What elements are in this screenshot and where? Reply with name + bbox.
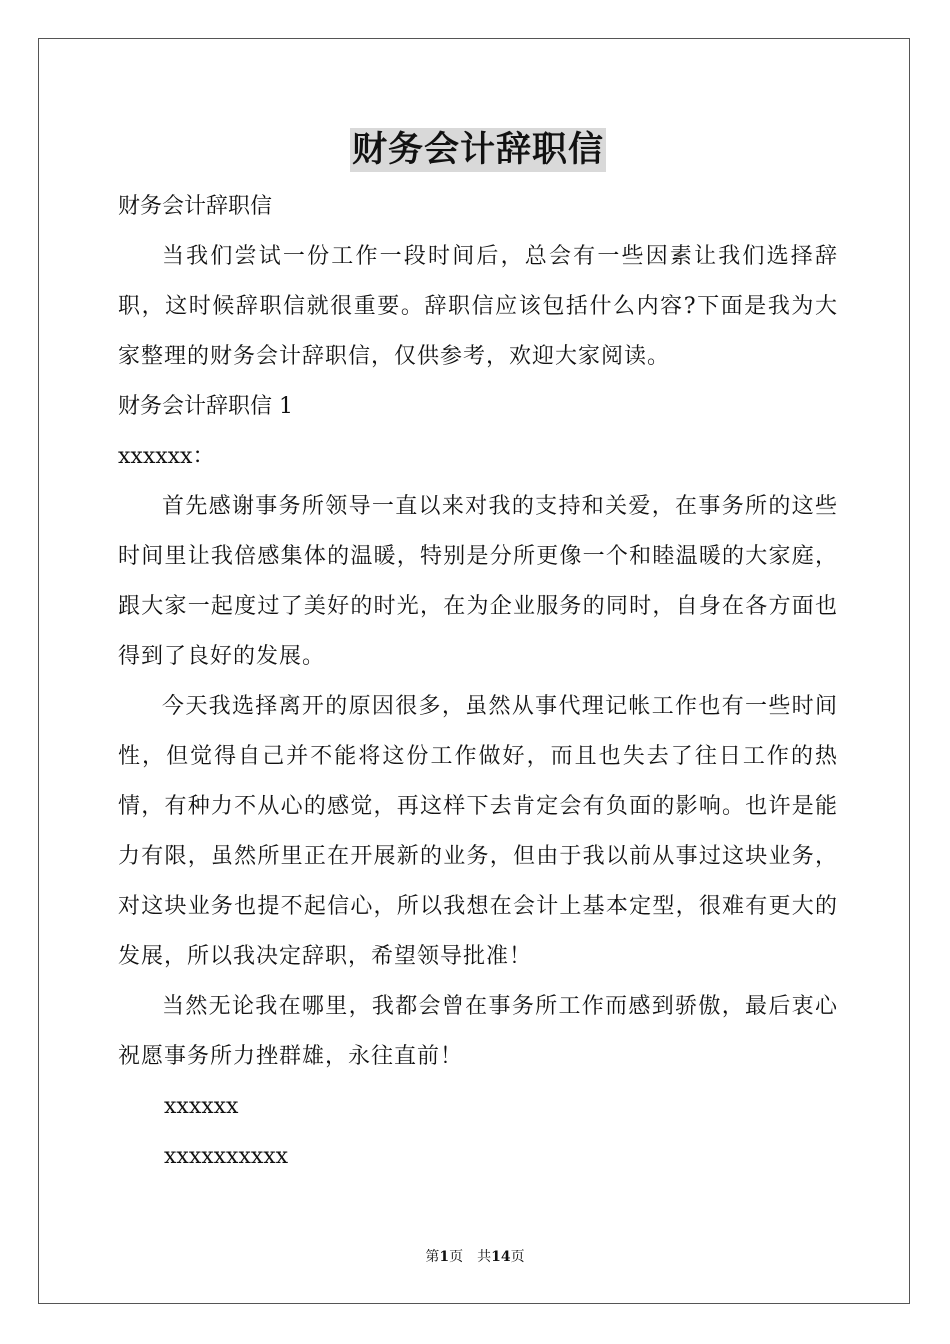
document-body <box>118 128 838 1182</box>
salutation: xxxxxx： <box>118 444 215 469</box>
page-title: 财务会计辞职信 <box>351 129 604 170</box>
footer-suffix: 页 <box>510 1249 525 1265</box>
body-paragraph-3: 当然无论我在哪里，我都会曾在事务所工作而感到骄傲，最后衷心祝愿事务所力挫群雄，永往直前！ <box>118 994 838 1069</box>
current-page-number: 1 <box>439 1249 450 1265</box>
signature: xxxxxx <box>164 1094 239 1119</box>
total-pages: 14 <box>491 1249 511 1265</box>
page-footer <box>0 1248 950 1266</box>
title-wrap <box>118 128 838 172</box>
footer-prefix: 第 <box>425 1249 440 1265</box>
footer-mid: 页 共 <box>449 1249 492 1265</box>
date: xxxxxxxxxx <box>164 1144 289 1169</box>
body-paragraph-1: 首先感谢事务所领导一直以来对我的支持和关爱，在事务所的这些时间里让我倍感集体的温暖，特别是分所更像一个和睦温暖的大家庭，跟大家一起度过了美好的时光，在为企业服务的同时，自身在各方面也得到了良好的发展。 <box>118 494 838 669</box>
intro-paragraph: 当我们尝试一份工作一段时间后，总会有一些因素让我们选择辞职，这时候辞职信就很重要。辞职信应该包括什么内容?下面是我为大家整理的财务会计辞职信，仅供参考，欢迎大家阅读。 <box>118 244 838 369</box>
body-paragraph-2: 今天我选择离开的原因很多，虽然从事代理记帐工作也有一些时间性，但觉得自己并不能将这份工作做好，而且也失去了往日工作的热情，有种力不从心的感觉，再这样下去肯定会有负面的影响。也许是能力有限，虽然所里正在开展新的业务，但由于我以前从事过这块业务，对这块业务也提不起信心，所以我想在会计上基本定型，很难有更大的发展，所以我决定辞职，希望领导批准！ <box>118 694 838 969</box>
section-heading: 财务会计辞职信 1 <box>118 394 293 419</box>
subtitle: 财务会计辞职信 <box>118 194 273 219</box>
